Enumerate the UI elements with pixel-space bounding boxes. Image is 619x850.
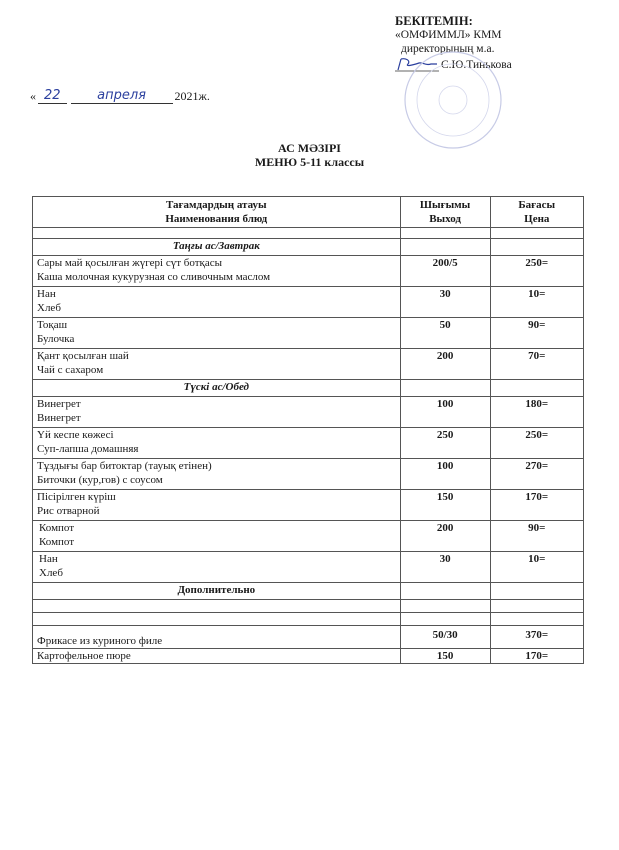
dish-name [33, 397, 401, 428]
page-title [0, 141, 619, 169]
table-row [33, 428, 584, 459]
spacer-row [33, 228, 584, 239]
dish-name [33, 318, 401, 349]
dish-output: 150 [400, 649, 490, 664]
dish-name-kz: Сары май қосылған жүгері сүт ботқасы [37, 257, 223, 269]
table-row [33, 287, 584, 318]
header-name [33, 197, 401, 228]
empty-row [33, 613, 584, 626]
dish-output: 250 [400, 428, 490, 459]
dish-price: 370= [490, 626, 583, 649]
dish-name [33, 490, 401, 521]
table-row [33, 256, 584, 287]
dish-name-ru: Компот [39, 536, 75, 548]
dish-output: 50 [400, 318, 490, 349]
table-row [33, 397, 584, 428]
section-lunch [33, 380, 584, 397]
dish-price: 10= [490, 287, 583, 318]
dish-name-kz: Нан [39, 553, 58, 565]
dish-output: 150 [400, 490, 490, 521]
table-row [33, 318, 584, 349]
table-row [33, 349, 584, 380]
section-breakfast [33, 239, 584, 256]
dish-name: Фрикасе из куриного филе [33, 626, 401, 649]
dish-price: 90= [490, 521, 583, 552]
date-day: 22 [38, 88, 67, 104]
section-title: Таңғы ас/Завтрак [33, 239, 401, 256]
dish-price: 270= [490, 459, 583, 490]
dish-name-ru: Рис отварной [37, 505, 100, 517]
header-output-ru: Выход [429, 213, 461, 225]
approval-signer: С.Ю.Тинькова [441, 59, 512, 71]
header-name-ru: Наименования блюд [165, 213, 268, 225]
dish-output: 200/5 [400, 256, 490, 287]
dish-name: Картофельное пюре [33, 649, 401, 664]
dish-output: 200 [400, 521, 490, 552]
date-open-quote: « [30, 89, 36, 103]
approval-org: «ОМФИММЛ» КММ [395, 29, 502, 41]
dish-name [33, 287, 401, 318]
title-line-kz: АС МӘЗІРІ [278, 141, 341, 155]
dish-name-ru: Биточки (кур,гов) с соусом [37, 474, 163, 486]
dish-name-kz: Нан [37, 288, 56, 300]
table-row [33, 552, 584, 583]
document-date [30, 88, 210, 104]
dish-name-kz: Винегрет [37, 398, 81, 410]
dish-name [33, 256, 401, 287]
dish-name [33, 552, 401, 583]
dish-output: 100 [400, 397, 490, 428]
header-output-kz: Шығымы [419, 199, 471, 211]
header-output [400, 197, 490, 228]
table-header-row [33, 197, 584, 228]
section-extra [33, 583, 584, 600]
menu-table [32, 196, 584, 664]
dish-name-ru: Чай с сахаром [37, 364, 104, 376]
dish-name-kz: Қант қосылған шай [37, 350, 129, 362]
dish-output: 50/30 [400, 626, 490, 649]
dish-price: 90= [490, 318, 583, 349]
dish-price: 10= [490, 552, 583, 583]
header-name-kz: Тағамдардың атауы [165, 199, 267, 211]
table-row [33, 459, 584, 490]
dish-price: 170= [490, 490, 583, 521]
date-month: апреля [71, 88, 173, 104]
table-row [33, 521, 584, 552]
round-stamp [375, 45, 525, 155]
dish-name-kz: Тұздығы бар битоктар (тауық етінен) [37, 460, 212, 472]
dish-name-ru: Винегрет [37, 412, 81, 424]
dish-name [33, 349, 401, 380]
header-price-kz: Бағасы [518, 199, 556, 211]
table-row [33, 626, 584, 649]
dish-name [33, 459, 401, 490]
dish-name-kz: Компот [39, 522, 75, 534]
dish-price: 250= [490, 256, 583, 287]
dish-name-ru: Булочка [37, 333, 75, 345]
title-line-ru: МЕНЮ 5-11 классы [254, 155, 365, 169]
dish-name-ru: Хлеб [39, 567, 63, 579]
dish-output: 200 [400, 349, 490, 380]
dish-name-ru: Хлеб [37, 302, 61, 314]
table-row [33, 649, 584, 664]
empty-row [33, 600, 584, 613]
dish-price: 250= [490, 428, 583, 459]
section-title: Түскі ас/Обед [33, 380, 401, 397]
approval-heading: БЕКІТЕМІН: [395, 14, 473, 28]
dish-output: 30 [400, 552, 490, 583]
table-row [33, 490, 584, 521]
dish-name [33, 428, 401, 459]
dish-price: 180= [490, 397, 583, 428]
dish-output: 30 [400, 287, 490, 318]
approval-position: директорының м.а. [401, 43, 495, 55]
dish-price: 170= [490, 649, 583, 664]
dish-name [33, 521, 401, 552]
section-title: Дополнительно [33, 583, 401, 600]
dish-name-ru: Каша молочная кукурузная со сливочным маслом [37, 271, 271, 283]
dish-output: 100 [400, 459, 490, 490]
date-year: 2021ж. [174, 89, 210, 103]
dish-name-kz: Үй кеспе көжесі [37, 429, 114, 441]
header-price-ru: Цена [524, 213, 550, 225]
dish-price: 70= [490, 349, 583, 380]
dish-name-ru: Суп-лапша домашняя [37, 443, 139, 455]
dish-name-kz: Пісірілген күріш [37, 491, 116, 503]
dish-name-kz: Тоқаш [37, 319, 68, 331]
header-price [490, 197, 583, 228]
